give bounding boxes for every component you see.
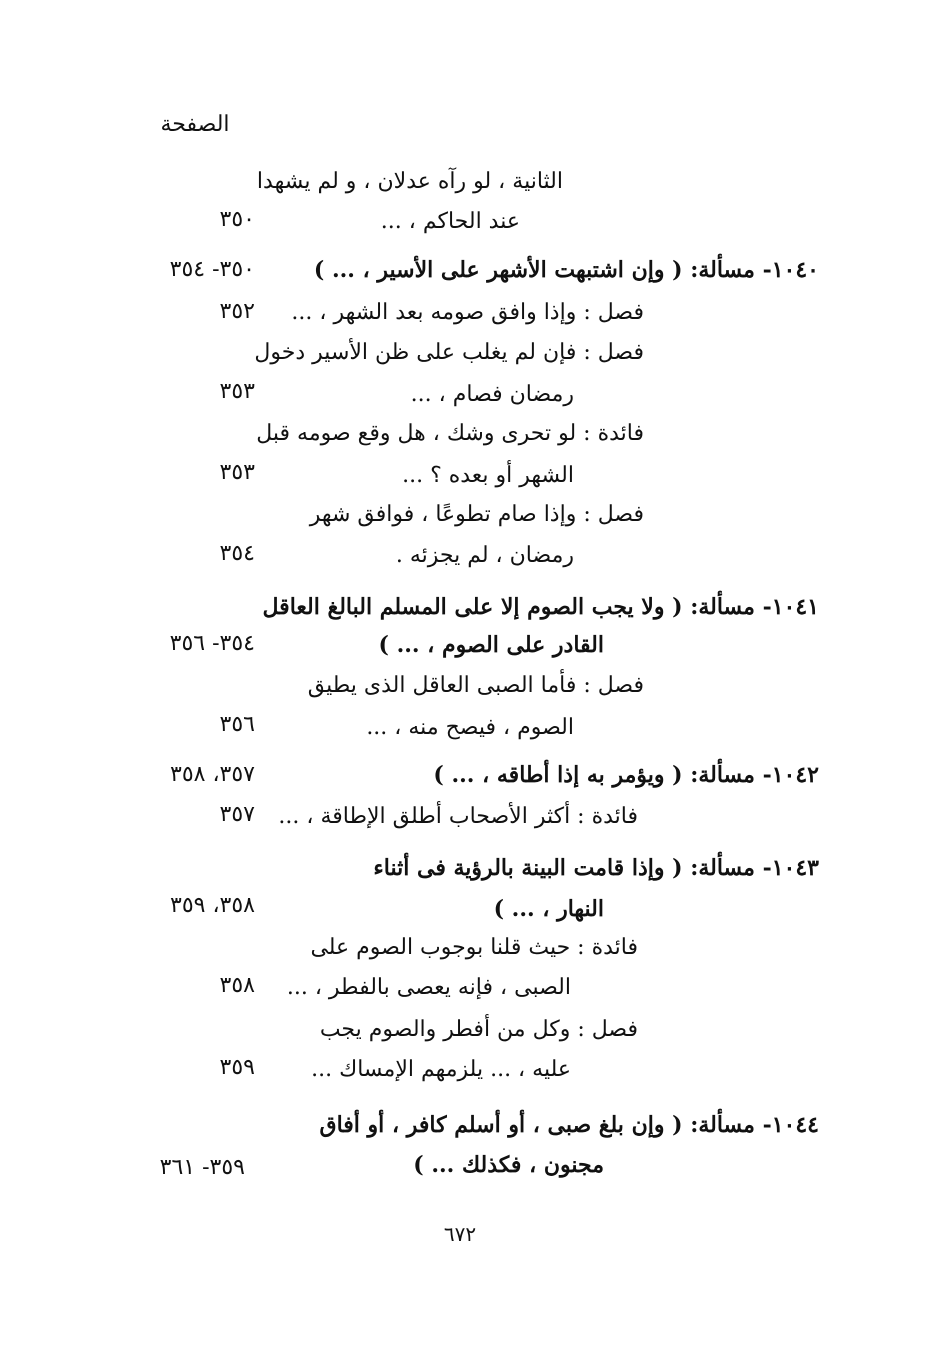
- entry-line: الصبى ، فإنه يعصى بالفطر ، ...: [286, 975, 571, 1000]
- page-ref: ٣٥٩- ٣٦١: [159, 1155, 245, 1180]
- page-ref: ٣٥٤- ٣٥٦: [169, 631, 255, 656]
- entry-line: الثانية ، لو رآه عدلان ، و لم يشهدا: [256, 169, 563, 194]
- page-ref: ٣٥٧، ٣٥٨: [170, 762, 255, 787]
- entry-line: الصوم ، فيصح منه ، ...: [366, 715, 574, 740]
- entry-line: الشهر أو بعده ؟ ...: [402, 463, 574, 488]
- entry-heading: ١٠٤٤- مسألة: ( وإن بلغ صبى ، أو أسلم كافر ، أو أفاق: [319, 1112, 819, 1138]
- entry-heading: القادر على الصوم ، ... ): [378, 632, 604, 658]
- entry-line: فصل : وإذا صام تطوعًا ، فوافق شهر: [309, 502, 644, 527]
- page-ref: ٣٥٩: [219, 1055, 255, 1080]
- entry-line: فصل : وإذا وافق صومه بعد الشهر ، ...: [291, 300, 644, 325]
- entry-heading: ١٠٤١- مسألة: ( ولا يجب الصوم إلا على المسلم البالغ العاقل: [262, 594, 819, 620]
- entry-heading: مجنون ، فكذلك ... ): [413, 1152, 604, 1178]
- entry-line: عليه ، ... يلزمهم الإمساك ...: [311, 1057, 571, 1082]
- entry-heading: ١٠٤٢- مسألة: ( ويؤمر به إذا أطاقه ، ... ): [433, 762, 819, 788]
- page-ref: ٣٥٧: [219, 802, 255, 827]
- page-ref: ٣٥٦: [219, 712, 255, 737]
- entry-heading: ١٠٤٣- مسألة: ( وإذا قامت البينة بالرؤية فى أثناء: [373, 855, 819, 881]
- page-ref: ٣٥٤: [219, 541, 255, 566]
- page-number-footer: ٦٧٢: [443, 1222, 477, 1246]
- entry-line: رمضان ، لم يجزئه .: [395, 543, 574, 568]
- page-ref: ٣٥٨: [219, 973, 255, 998]
- entry-heading: ١٠٤٠- مسألة: ( وإن اشتبهت الأشهر على الأسير ، ... ): [313, 257, 819, 283]
- page-ref: ٣٥٣: [219, 460, 255, 485]
- entry-line: فصل : وكل من أفطر والصوم يجب: [319, 1017, 638, 1042]
- page-ref: ٣٥٢: [219, 299, 255, 324]
- entry-line: فائدة : لو تحرى وشك ، هل وقع صومه قبل: [256, 421, 644, 446]
- entry-line: فائدة : أكثر الأصحاب أطلق الإطاقة ، ...: [278, 804, 638, 829]
- entry-line: رمضان فصام ، ...: [410, 382, 574, 407]
- entry-heading: النهار ، ... ): [493, 896, 604, 922]
- entry-line: فائدة : حيث قلنا بوجوب الصوم على: [310, 935, 638, 960]
- page-header: الصفحة: [160, 112, 230, 137]
- page-ref: ٣٥٠- ٣٥٤: [169, 257, 255, 282]
- entry-line: عند الحاكم ، ...: [380, 209, 520, 234]
- page-ref: ٣٥٠: [219, 207, 255, 232]
- entry-line: فصل : فأما الصبى العاقل الذى يطيق: [307, 673, 644, 698]
- page-ref: ٣٥٣: [219, 379, 255, 404]
- entry-line: فصل : فإن لم يغلب على ظن الأسير دخول: [254, 340, 644, 365]
- page-ref: ٣٥٨، ٣٥٩: [170, 893, 255, 918]
